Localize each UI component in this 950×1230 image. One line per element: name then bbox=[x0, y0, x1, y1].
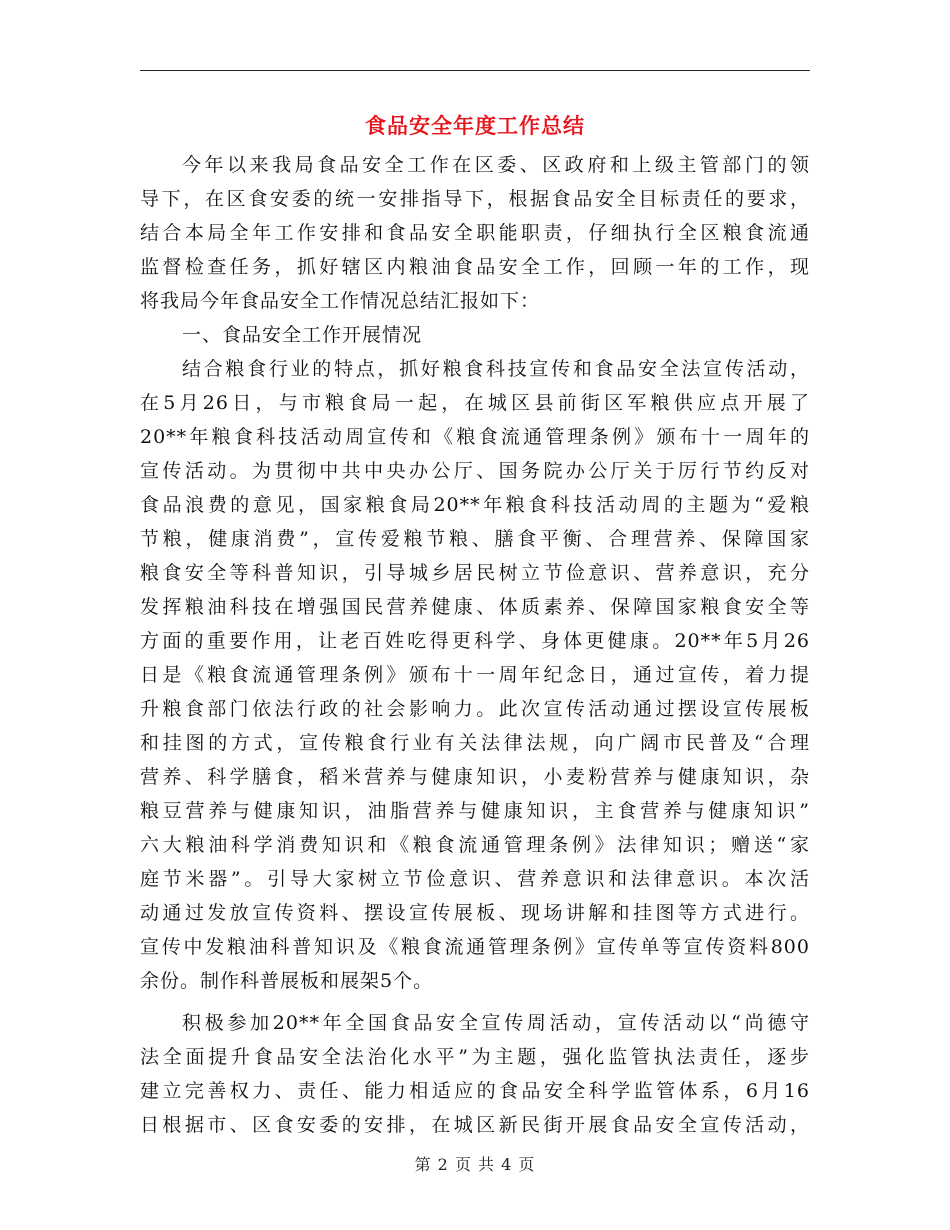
paragraph-line: 监督检查任务，抓好辖区内粮油食品安全工作，回顾一年的工作，现 bbox=[140, 256, 810, 278]
section-heading: 一、食品安全工作开展情况 bbox=[182, 324, 423, 346]
paragraph-line: 日根据市、区食安委的安排，在城区新民街开展食品安全宣传活动， bbox=[140, 1114, 810, 1136]
paragraph-line: 结合本局全年工作安排和食品安全职能职责，仔细执行全区粮食流通 bbox=[140, 222, 810, 244]
paragraph-line: 今年以来我局食品安全工作在区委、区政府和上级主管部门的领 bbox=[182, 154, 810, 176]
document-title: 食品安全年度工作总结 bbox=[365, 113, 585, 138]
paragraph-line: 动通过发放宣传资料、摆设宣传展板、现场讲解和挂图等方式进行。 bbox=[140, 902, 810, 924]
paragraph-line: 粮豆营养与健康知识，油脂营养与健康知识，主食营养与健康知识” bbox=[140, 800, 810, 822]
paragraph-line: 宣传活动。为贯彻中共中央办公厅、国务院办公厅关于厉行节约反对 bbox=[140, 460, 810, 482]
paragraph-line: 和挂图的方式，宣传粮食行业有关法律法规，向广阔市民普及“合理 bbox=[140, 732, 810, 754]
paragraph-line: 将我局今年食品安全工作情况总结汇报如下： bbox=[140, 290, 541, 312]
paragraph-line: 积极参加20**年全国食品安全宣传周活动，宣传活动以“尚德守 bbox=[182, 1012, 810, 1034]
paragraph-line: 在5月26日，与市粮食局一起，在城区县前街区军粮供应点开展了 bbox=[140, 392, 810, 414]
paragraph-line: 余份。制作科普展板和展架5个。 bbox=[140, 970, 434, 992]
paragraph-line: 升粮食部门依法行政的社会影响力。此次宣传活动通过摆设宣传展板 bbox=[140, 698, 810, 720]
paragraph-line: 法全面提升食品安全法治化水平”为主题，强化监管执法责任，逐步 bbox=[140, 1046, 810, 1068]
document-body bbox=[140, 148, 810, 1142]
paragraph-line: 营养、科学膳食，稻米营养与健康知识，小麦粉营养与健康知识，杂 bbox=[140, 766, 810, 788]
paragraph-line: 日是《粮食流通管理条例》颁布十一周年纪念日，通过宣传，着力提 bbox=[140, 664, 810, 686]
paragraph-line: 粮食安全等科普知识，引导城乡居民树立节俭意识、营养意识，充分 bbox=[140, 562, 810, 584]
paragraph-line: 20**年粮食科技活动周宣传和《粮食流通管理条例》颁布十一周年的 bbox=[140, 426, 810, 448]
header-rule bbox=[140, 70, 810, 71]
paragraph-line: 发挥粮油科技在增强国民营养健康、体质素养、保障国家粮食安全等 bbox=[140, 596, 810, 618]
paragraph-line: 节粮，健康消费”，宣传爱粮节粮、膳食平衡、合理营养、保障国家 bbox=[140, 528, 810, 550]
paragraph-line: 导下，在区食安委的统一安排指导下，根据食品安全目标责任的要求， bbox=[140, 188, 810, 210]
paragraph-line: 食品浪费的意见，国家粮食局20**年粮食科技活动周的主题为“爱粮 bbox=[140, 494, 810, 516]
page-number-footer: 第 2 页 共 4 页 bbox=[414, 1155, 536, 1174]
paragraph-line: 方面的重要作用，让老百姓吃得更科学、身体更健康。20**年5月26 bbox=[140, 630, 810, 652]
paragraph-line: 建立完善权力、责任、能力相适应的食品安全科学监管体系，6月16 bbox=[140, 1080, 810, 1102]
paragraph-line: 庭节米器”。引导大家树立节俭意识、营养意识和法律意识。本次活 bbox=[140, 868, 810, 890]
paragraph-line: 六大粮油科学消费知识和《粮食流通管理条例》法律知识；赠送“家 bbox=[140, 834, 810, 856]
paragraph-line: 宣传中发粮油科普知识及《粮食流通管理条例》宣传单等宣传资料800 bbox=[140, 936, 810, 958]
paragraph-line: 结合粮食行业的特点，抓好粮食科技宣传和食品安全法宣传活动， bbox=[182, 358, 810, 380]
